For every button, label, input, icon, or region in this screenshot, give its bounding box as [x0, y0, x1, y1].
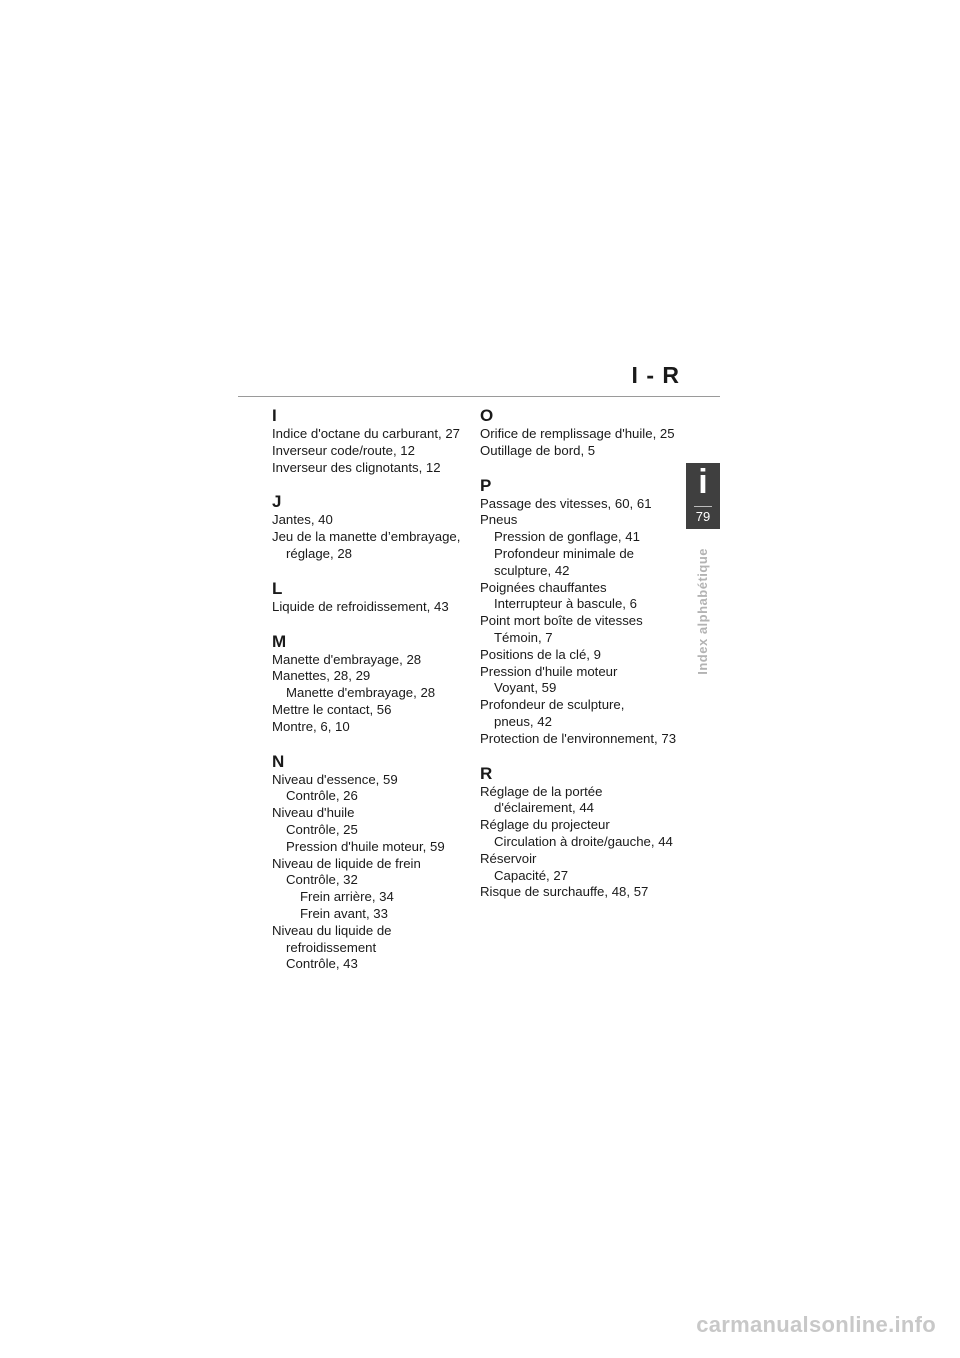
section-letter: R	[480, 763, 493, 783]
index-entry: Manettes, 28, 29	[272, 668, 371, 684]
index-entry: Outillage de bord, 5	[480, 442, 596, 458]
index-entry: Niveau de liquide de frein	[272, 855, 421, 871]
index-entry: Montre, 6, 10	[272, 718, 350, 734]
index-entry: Jeu de la manette d’embrayage,	[272, 529, 461, 545]
index-section	[480, 476, 690, 748]
index-entry: Frein arrière, 34	[300, 889, 394, 905]
index-entry: sculpture, 42	[494, 562, 570, 578]
index-entry: Liquide de refroidissement, 43	[272, 598, 449, 614]
index-entry: réglage, 28	[286, 545, 352, 561]
index-entry: Protection de l'environnement, 73	[480, 730, 677, 746]
index-entry: Indice d'octane du carburant, 27	[272, 426, 461, 441]
section-letter: J	[272, 492, 282, 512]
index-entry: Interrupteur à bascule, 6	[494, 596, 637, 612]
index-section	[272, 406, 472, 476]
index-entry: Profondeur minimale de	[494, 545, 635, 561]
index-entry: Témoin, 7	[494, 629, 553, 645]
index-section	[272, 752, 472, 974]
index-entry: Niveau d'essence, 59	[272, 771, 398, 787]
page-number: 79	[695, 509, 711, 524]
index-entry: Contrôle, 32	[286, 872, 358, 888]
section-letter: O	[480, 406, 494, 425]
index-entry: Pression d'huile moteur, 59	[286, 838, 445, 854]
index-entry: Risque de surchauffe, 48, 57	[480, 884, 649, 900]
index-entry: Inverseur des clignotants, 12	[272, 459, 441, 475]
index-entry: Mettre le contact, 56	[272, 701, 392, 717]
index-entry: Profondeur de sculpture,	[480, 697, 625, 713]
section-side-label: Index alphabétique	[695, 548, 710, 675]
index-entry: Circulation à droite/gauche, 44	[494, 833, 673, 849]
index-entry: Orifice de remplissage d'huile, 25	[480, 426, 675, 441]
index-entry: d'éclairement, 44	[494, 800, 595, 816]
header-divider	[238, 396, 720, 397]
index-section	[272, 632, 472, 736]
page-header-range: I - R	[631, 362, 680, 388]
index-entry: Point mort boîte de vitesses	[480, 613, 643, 629]
index-entry: Capacité, 27	[494, 867, 569, 883]
index-entry: Réglage du projecteur	[480, 817, 610, 833]
index-entry: refroidissement	[286, 939, 377, 955]
index-entry: Poignées chauffantes	[480, 579, 607, 595]
index-entry: Pression d'huile moteur	[480, 663, 618, 679]
index-section	[272, 579, 472, 616]
index-entry: Niveau d'huile	[272, 805, 355, 821]
index-entry: Contrôle, 26	[286, 788, 358, 804]
index-entry: pneus, 42	[494, 713, 552, 729]
index-entry: Pneus	[480, 512, 518, 528]
index-entry: Contrôle, 43	[286, 956, 358, 972]
section-letter: P	[480, 475, 492, 495]
index-entry: Réglage de la portée	[480, 783, 603, 799]
index-entry: Niveau du liquide de	[272, 922, 392, 938]
index-entry: Manette d'embrayage, 28	[272, 651, 422, 667]
section-letter: N	[272, 751, 285, 771]
index-column-left	[272, 406, 472, 989]
index-entry: Pression de gonflage, 41	[494, 529, 640, 545]
tab-divider	[694, 506, 712, 507]
index-entry: Passage des vitesses, 60, 61	[480, 495, 652, 511]
info-icon: i	[698, 463, 708, 501]
index-column-right	[480, 406, 690, 917]
index-entry: Réservoir	[480, 850, 537, 866]
index-entry: Frein avant, 33	[300, 905, 388, 921]
section-letter: M	[272, 631, 287, 651]
index-entry: Jantes, 40	[272, 512, 333, 528]
index-entry: Positions de la clé, 9	[480, 646, 601, 662]
section-letter: I	[272, 406, 277, 425]
index-entry: Voyant, 59	[494, 680, 557, 696]
index-side-tab	[686, 463, 720, 529]
index-entry: Manette d'embrayage, 28	[286, 685, 436, 701]
index-entry: Contrôle, 25	[286, 821, 358, 837]
section-letter: L	[272, 578, 283, 598]
index-section	[480, 764, 690, 902]
index-section	[480, 406, 690, 460]
watermark: carmanualsonline.info	[696, 1312, 936, 1337]
index-section	[272, 492, 472, 562]
index-entry: Inverseur code/route, 12	[272, 442, 415, 458]
